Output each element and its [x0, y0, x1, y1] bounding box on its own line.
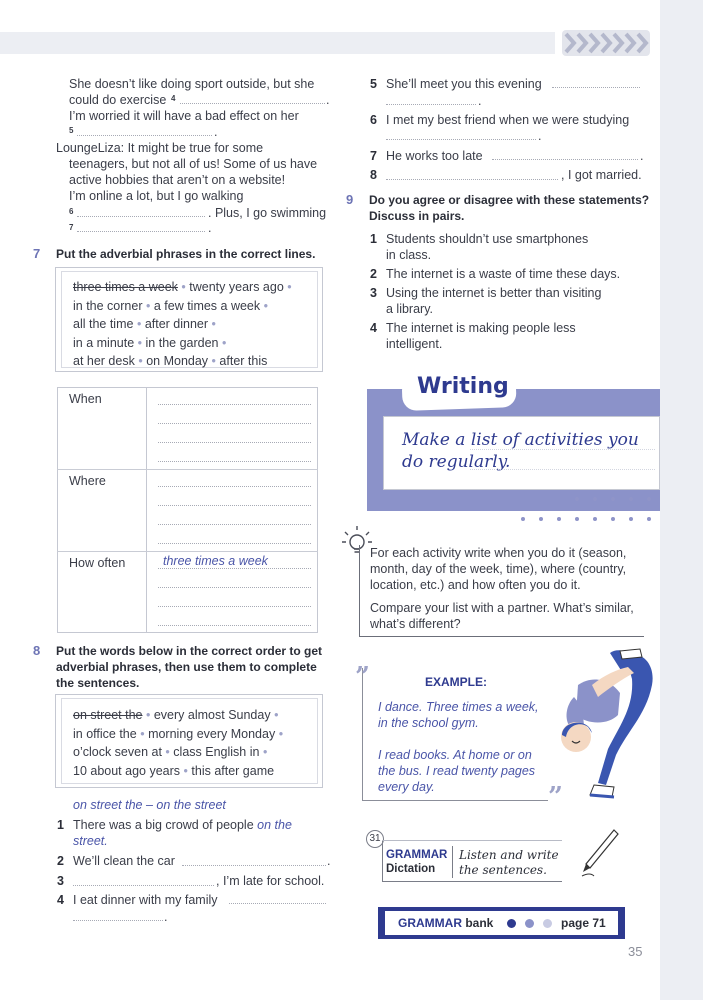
example-line: the bus. I read twenty pages	[378, 764, 536, 778]
answer-gap[interactable]	[492, 159, 638, 160]
table-line[interactable]	[158, 524, 311, 525]
gap-number: 5	[69, 126, 74, 135]
item-number: 3	[370, 286, 377, 300]
dictation-instruction: Listen and write	[459, 848, 559, 862]
lightbulb-icon	[340, 524, 374, 558]
text-line: teenagers, but not all of us! Some of us have	[69, 157, 318, 171]
sentence-text: I eat dinner with my family	[73, 893, 218, 907]
example-answer: on street the – on the street	[73, 798, 226, 812]
example-line: every day.	[378, 780, 435, 794]
answer-gap[interactable]	[386, 139, 536, 140]
answer-gap[interactable]	[386, 104, 476, 105]
word-item: in office the	[73, 726, 137, 741]
writing-instructions: location, etc.) and how often you do it.	[370, 578, 581, 592]
item-number: 8	[370, 168, 377, 182]
exercise-heading: adverbial phrases, then use them to complete	[56, 660, 317, 674]
statement-text: Students shouldn’t use smartphones	[386, 232, 589, 246]
table-line[interactable]	[158, 587, 311, 588]
text-line: LoungeLiza: It might be true for some	[56, 141, 264, 155]
pen-icon	[580, 828, 620, 880]
text-line: active hobbies that aren’t on a website!	[69, 173, 286, 187]
phrase-item: a few times a week	[153, 298, 261, 313]
exercise-number: 7	[33, 246, 41, 261]
gap-number: 7	[69, 223, 74, 232]
chevron-decoration-icon	[562, 30, 650, 56]
statement-text: Using the internet is better than visiting	[386, 286, 602, 300]
sentence-text: , I’m late for school.	[216, 874, 325, 888]
sentence-text: I met my best friend when we were studying	[386, 113, 630, 127]
text-line: . Plus, I go swimming	[208, 206, 327, 220]
answer-gap[interactable]	[386, 179, 558, 180]
table-line[interactable]	[158, 606, 311, 607]
sentence-text: He works too late	[386, 149, 483, 163]
word-item: morning every Monday	[148, 726, 276, 741]
answer-gap[interactable]	[73, 920, 163, 921]
sentence-answer: street.	[73, 834, 108, 848]
dictation-label: Dictation	[386, 863, 436, 875]
phrase-item: on Monday	[146, 354, 209, 368]
table-label-how-often: How often	[69, 556, 126, 570]
statement-text: intelligent.	[386, 337, 443, 351]
answer-gap[interactable]	[77, 135, 212, 136]
item-number: 1	[57, 818, 64, 832]
writing-compare: Compare your list with a partner. What’s similar,	[370, 601, 634, 615]
word-item: class English in	[173, 745, 260, 759]
writing-title: Writing	[417, 374, 509, 399]
example-label: EXAMPLE:	[425, 675, 488, 689]
answer-gap[interactable]	[229, 903, 326, 904]
table-line[interactable]	[158, 505, 311, 506]
table-line[interactable]	[158, 568, 311, 569]
example-line: I dance. Three times a week,	[378, 700, 539, 714]
exercise-heading: Do you agree or disagree with these statements?	[369, 193, 650, 207]
word-item: this after game	[191, 763, 275, 778]
level-dot-icon	[543, 919, 552, 928]
level-dot-icon	[507, 919, 516, 928]
table-line[interactable]	[158, 486, 311, 487]
quote-close-icon: ”	[548, 782, 563, 812]
exercise-heading: Discuss in pairs.	[369, 209, 465, 223]
stretching-person-illustration	[548, 645, 660, 810]
phrase-item: after dinner	[144, 317, 209, 331]
writing-task: do regularly.	[402, 452, 511, 472]
exercise-heading: Put the adverbial phrases in the correct lines.	[56, 247, 316, 261]
exercise-number: 8	[33, 643, 41, 658]
phrase-item: in the corner	[73, 298, 143, 313]
word-item: o’clock seven at	[73, 745, 162, 759]
exercise-heading: Put the words below in the correct order to get	[56, 644, 323, 658]
word-item: 10 about ago years	[73, 763, 181, 778]
statement-text: The internet is making people less	[386, 321, 576, 335]
item-number: 1	[370, 232, 377, 246]
writing-instructions: month, day of the week, time), where (country,	[370, 562, 627, 576]
table-line[interactable]	[158, 404, 311, 405]
exercise-heading: the sentences.	[56, 676, 140, 690]
text-line: I’m worried it will have a bad effect on her	[69, 109, 299, 123]
table-line[interactable]	[158, 442, 311, 443]
header-bar	[0, 32, 555, 54]
phrase-list: three times a week • twenty years ago • in the corner • a few times a week • all the time • after dinner • in a minute • in the garden • at her desk • on Monday • after this	[73, 280, 292, 368]
statement-text: The internet is a waste of time these days.	[386, 267, 621, 281]
level-dot-icon	[525, 919, 534, 928]
statement-text: a library.	[386, 302, 434, 316]
table-label-where: Where	[69, 474, 106, 488]
table-line[interactable]	[158, 461, 311, 462]
item-number: 7	[370, 149, 377, 163]
sentence-text: She’ll meet you this evening	[386, 77, 542, 91]
sentence-text: , I got married.	[561, 168, 642, 182]
answer-gap[interactable]	[182, 865, 326, 866]
item-number: 4	[370, 321, 377, 335]
phrase-item: three times a week	[73, 280, 178, 294]
text-line: She doesn’t like doing sport outside, but she	[69, 77, 315, 91]
item-number: 5	[370, 77, 377, 91]
phrase-item: at her desk	[73, 354, 135, 368]
dictation-label: GRAMMAR	[386, 849, 448, 861]
phrase-item: all the time	[73, 317, 134, 331]
writing-task: Make a list of activities you	[402, 430, 639, 450]
item-number: 2	[57, 854, 64, 868]
word-item: every almost Sunday	[153, 708, 271, 722]
gap-number: 4	[171, 94, 176, 103]
gap-number: 6	[69, 207, 74, 216]
exercise-number: 9	[346, 192, 354, 207]
phrase-item: in the garden	[145, 335, 219, 350]
page-margin-band	[660, 0, 703, 1000]
phrase-item: after this	[219, 354, 268, 368]
dictation-instruction: the sentences.	[459, 863, 547, 877]
writing-instructions: For each activity write when you do it (season,	[370, 546, 627, 560]
item-number: 2	[370, 267, 377, 281]
example-line: I read books. At home or on	[378, 748, 532, 762]
statement-text: in class.	[386, 248, 432, 262]
writing-compare: what’s different?	[370, 617, 461, 631]
word-item: on street the	[73, 708, 143, 722]
grammar-bank-label: GRAMMAR bank	[398, 916, 494, 930]
word-list: on street the • every almost Sunday • in office the • morning every Monday • o’clock seven at • class English in • 10 about ago years • this after game	[73, 708, 284, 778]
answer-gap[interactable]	[73, 885, 214, 886]
table-line[interactable]	[158, 543, 311, 544]
audio-track-icon[interactable]: 31	[366, 830, 384, 848]
table-line[interactable]	[158, 625, 311, 626]
answer-gap[interactable]	[77, 231, 205, 232]
sentence-text: There was a big crowd of people on the	[73, 818, 292, 832]
item-number: 4	[57, 893, 64, 907]
answer-gap[interactable]	[77, 216, 205, 217]
phrase-item: in a minute	[73, 335, 135, 350]
grammar-bank-page[interactable]: page 71	[561, 916, 606, 930]
text-line: could do exercise	[69, 93, 167, 107]
table-label-when: When	[69, 392, 102, 406]
table-example: three times a week	[163, 554, 268, 568]
item-number: 3	[57, 874, 64, 888]
answer-gap[interactable]	[180, 103, 325, 104]
quote-open-icon: ”	[355, 662, 370, 692]
item-number: 6	[370, 113, 377, 127]
table-line[interactable]	[158, 423, 311, 424]
sentence-text: We’ll clean the car	[73, 854, 175, 868]
phrase-item: twenty years ago	[189, 280, 284, 294]
page-number: 35	[628, 944, 643, 959]
example-line: in the school gym.	[378, 716, 479, 730]
answer-gap[interactable]	[552, 87, 640, 88]
text-line: I’m online a lot, but I go walking	[69, 189, 244, 203]
